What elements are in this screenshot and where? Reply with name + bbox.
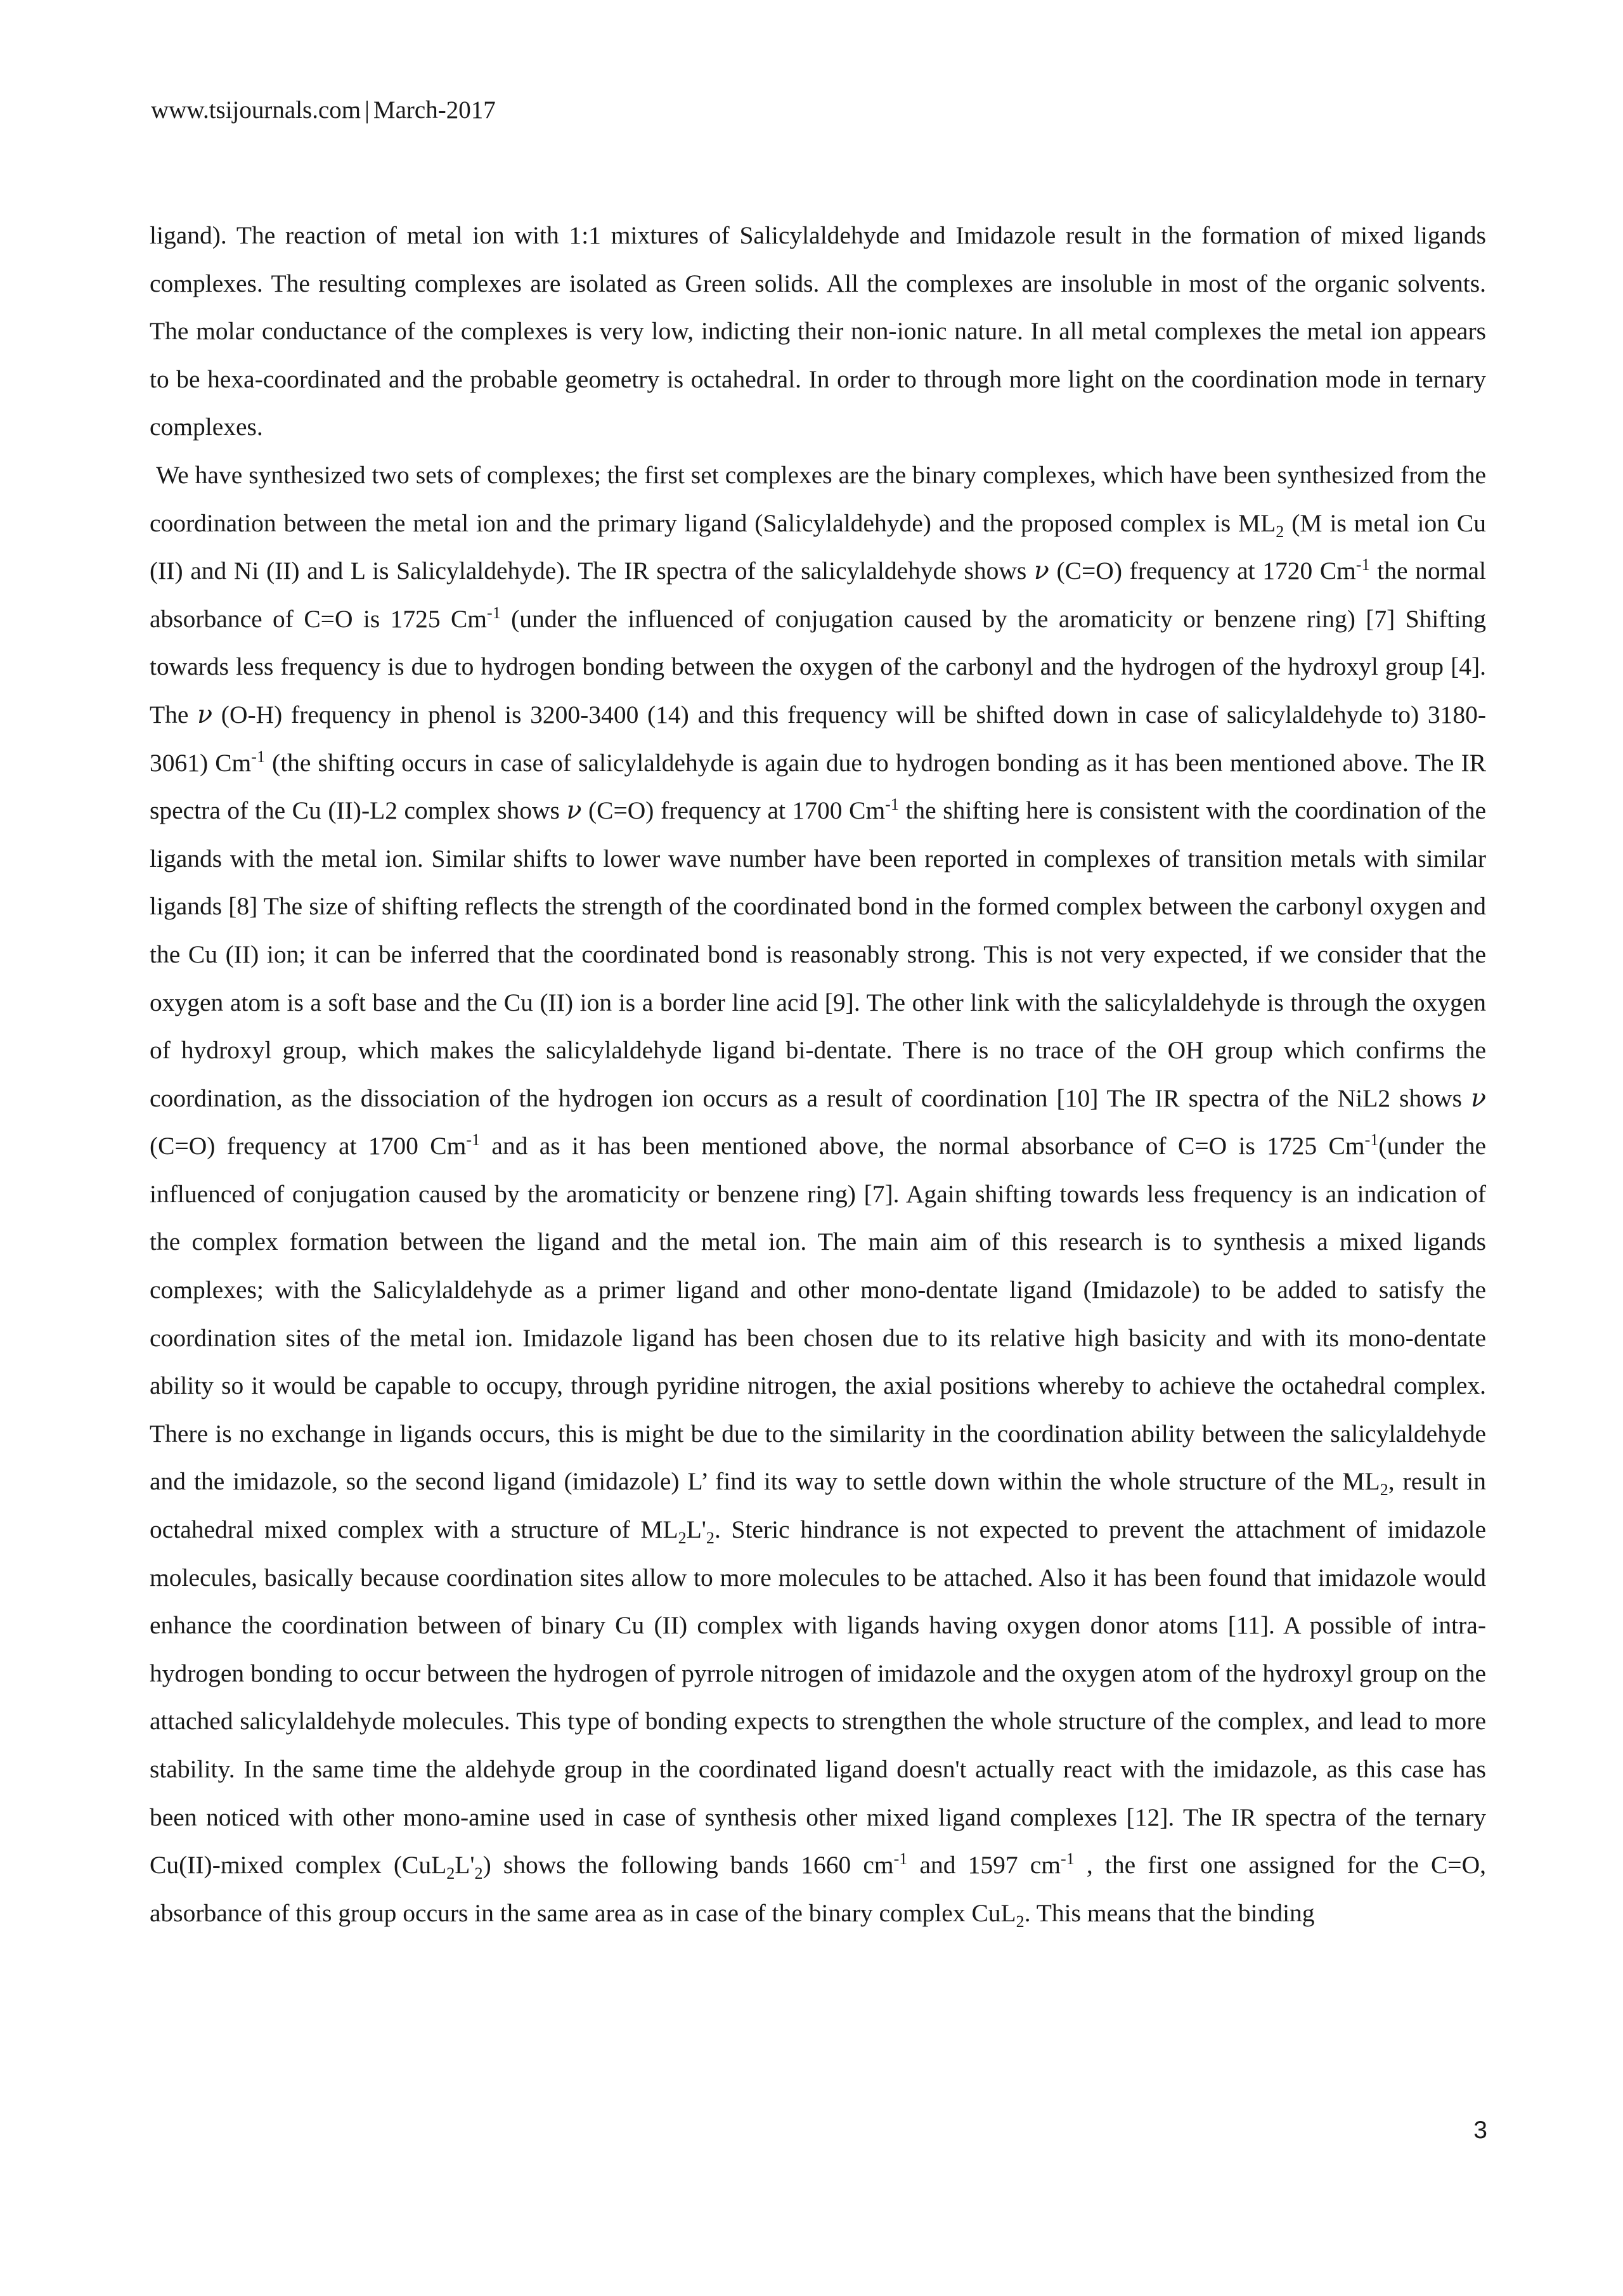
superscript: -1 — [1364, 1131, 1379, 1150]
text-run: L' — [686, 1515, 706, 1544]
issue-date: March-2017 — [373, 96, 496, 124]
body-paragraph — [150, 212, 1486, 451]
text-run: and 1597 cm — [907, 1851, 1061, 1879]
nu-symbol: ν — [1470, 1083, 1486, 1113]
text-run: the normal absorbance of C=O is 1725 Cm — [150, 557, 1486, 633]
subscript: 2 — [1380, 1481, 1388, 1500]
subscript: 2 — [678, 1528, 687, 1547]
superscript: -1 — [251, 747, 265, 766]
subscript: 2 — [1016, 1912, 1025, 1931]
superscript: -1 — [1355, 555, 1370, 574]
superscript: -1 — [1061, 1850, 1075, 1869]
text-run: and as it has been mentioned above, the normal absorbance of C=O is 1725 Cm — [480, 1132, 1365, 1160]
text-run: (C=O) frequency at 1700 Cm — [581, 796, 886, 825]
text-run: the shifting here is consistent with the coordination of the ligands with the metal ion. Similar shifts to lower wave number have been reported in complexes of transition metals with similar ligands [8] The size of shifting reflects the strength of the coordinated bond in the formed complex between the carbonyl oxygen and the Cu (II) ion; it can be inferred that the coordinated bond is reasonably strong. This is not very expected, if we consider that the oxygen atom is a soft base and the Cu (II) ion is a border line acid [9]. The other link with the salicylaldehyde is through the oxygen of hydroxyl group, which makes the salicylaldehyde ligand bi-dentate. There is no trace of the OH group which confirms the coordination, as the dissociation of the hydrogen ion occurs as a result of coordination [10] The IR spectra of the NiL2 shows — [150, 796, 1486, 1112]
running-header — [151, 94, 496, 127]
superscript: -1 — [893, 1850, 908, 1869]
superscript: -1 — [466, 1131, 481, 1150]
text-run: ligand). The reaction of metal ion with 1:1 mixtures of Salicylaldehyde and Imidazole result in the formation of mixed ligands complexes. The resulting complexes are isolated as Green solids. All the complexes are insoluble in most of the organic solvents. The molar conductance of the complexes is very low, indicting their non-ionic nature. In all metal complexes the metal ion appears to be hexa-coordinated and the probable geometry is octahedral. In order to through more light on the coordination mode in ternary complexes. — [150, 221, 1486, 441]
nu-symbol: ν — [566, 796, 582, 826]
nu-symbol: ν — [1033, 556, 1049, 586]
journal-website: www.tsijournals.com — [151, 96, 361, 124]
text-run: . This means that the binding — [1024, 1898, 1315, 1927]
text-run: , result in octahedral mixed complex with a structure of ML — [150, 1467, 1487, 1544]
text-run: (the shifting occurs in case of salicylaldehyde is again due to hydrogen bonding as it has been mentioned above. The IR spectra of the Cu (II)-L2 complex shows — [150, 748, 1486, 825]
text-run: (under the influenced of conjugation caused by the aromaticity or benzene ring) [7]. Again shifting towards less frequency is an indication of the complex formation between the ligand and the metal ion. The main aim of this research is to synthesis a mixed ligands complexes; with the Salicylaldehyde as a primer ligand and other mono-dentate ligand (Imidazole) to be added to satisfy the coordination sites of the metal ion. Imidazole ligand has been chosen due to its relative high basicity and with its mono-dentate ability so it would be capable to occupy, through pyridine nitrogen, the axial positions whereby to achieve the octahedral complex. There is no exchange in ligands occurs, this is might be due to the similarity in the coordination ability between the salicylaldehyde and the imidazole, so the second ligand (imidazole) L’ find its way to settle down within the whole structure of the ML — [150, 1132, 1487, 1496]
text-run: ) shows the following bands 1660 cm — [482, 1851, 894, 1879]
text-run: (C=O) frequency at 1720 Cm — [1049, 557, 1356, 585]
text-run: L' — [455, 1851, 475, 1879]
page-number: 3 — [1473, 2117, 1487, 2144]
subscript: 2 — [446, 1864, 455, 1883]
text-run: (C=O) frequency at 1700 Cm — [150, 1132, 467, 1160]
nu-symbol: ν — [197, 699, 213, 729]
subscript: 2 — [706, 1528, 715, 1547]
subscript: 2 — [1276, 522, 1284, 541]
text-run: . Steric hindrance is not expected to prevent the attachment of imidazole molecules, basically because coordination sites allow to more molecules to be attached. Also it has been found that imidazole would enhance the coordination between of binary Cu (II) complex with ligands having oxygen donor atoms [11]. A possible of intra-hydrogen bonding to occur between the hydrogen of pyrrole nitrogen of imidazole and the oxygen atom of the hydroxyl group on the attached salicylaldehyde molecules. This type of bonding expects to strengthen the whole structure of the complex, and lead to more stability. In the same time the aldehyde group in the coordinated ligand doesn't actually react with the imidazole, as this case has been noticed with other mono-amine used in case of synthesis other mixed ligand complexes [12]. The IR spectra of the ternary Cu(II)-mixed complex (CuL — [150, 1515, 1486, 1879]
text-run: We have synthesized two sets of complexes; the first set complexes are the binary complexes, which have been synthesized from the coordination between the metal ion and the primary ligand (Salicylaldehyde) and the proposed complex is ML — [150, 460, 1486, 537]
header-separator: | — [365, 96, 370, 124]
text-run: (under the influenced of conjugation caused by the aromaticity or benzene ring) [7] Shifting towards less frequency is due to hydrogen bonding between the oxygen of the carbonyl and the hydrogen of the hydroxyl group [4]. The — [150, 604, 1487, 729]
body-paragraph — [150, 451, 1486, 1937]
text-run: (O-H) frequency in phenol is 3200-3400 (14) and this frequency will be shifted down in case of salicylaldehyde to) 3180-3061) Cm — [150, 700, 1486, 777]
text-run: (M is metal ion Cu (II) and Ni (II) and L is Salicylaldehyde). The IR spectra of the salicylaldehyde shows — [150, 509, 1486, 585]
superscript: -1 — [885, 795, 899, 814]
text-run: , the first one assigned for the C=O, absorbance of this group occurs in the same area as in case of the binary complex CuL — [150, 1851, 1486, 1927]
subscript: 2 — [474, 1864, 483, 1883]
body-text — [150, 212, 1486, 1937]
superscript: -1 — [487, 603, 501, 622]
